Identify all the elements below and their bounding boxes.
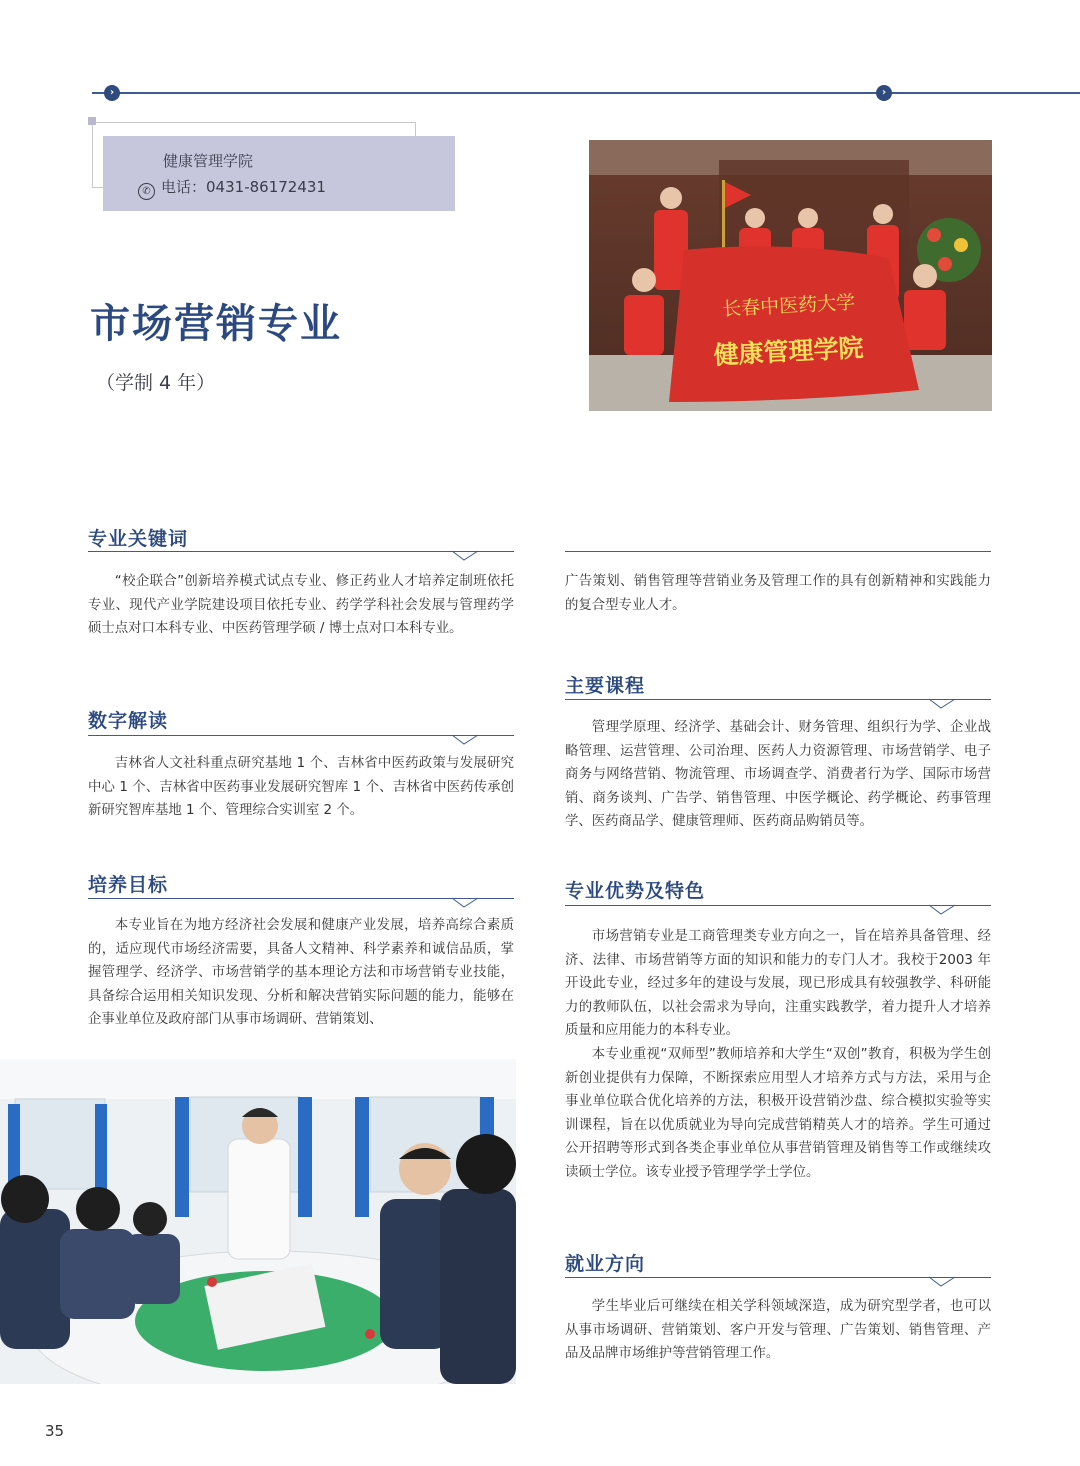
banner-line2: 健康管理学院 <box>712 333 865 370</box>
goals-paragraph-continued: 广告策划、销售管理等营销业务及管理工作的具有创新精神和实践能力的复合型专业人才。 <box>565 574 991 613</box>
page-title: 市场营销专业 <box>90 301 342 347</box>
classroom-photo <box>0 1059 516 1384</box>
goals-paragraph: 本专业旨在为地方经济社会发展和健康产业发展，培养高综合素质的，适应现代市场经济需要，具备人文精神、科学素养和诚信品质，掌握管理学、经济学、市场营销学的基本理论方法和市场营销专业技能，具备综合运用相关知识发现、分析和解决营销实际问题的能力，能够在企事业单位及政府部门从事市场调研、营销策划、 <box>88 918 514 1028</box>
courses-paragraph: 管理学原理、经济学、基础会计、财务管理、组织行为学、企业战略管理、运营管理、公司治理、医药人力资源管理、市场营销学、电子商务与网络营销、物流管理、市场调查学、消费者行为学、国际市场营销、商务谈判、广告学、销售管理、中医学概论、药学概论、药事管理学、医药商品学、健康管理师、医药商品购销员等。 <box>565 720 991 830</box>
phone-icon: ✆ <box>138 183 155 200</box>
divider-notch <box>927 904 957 916</box>
advantages-text <box>565 925 991 1185</box>
divider-notch <box>450 734 480 746</box>
numbers-paragraph: 吉林省人文社科重点研究基地 1 个、吉林省中医药政策与发展研究中心 1 个、吉林省中医药事业发展研究智库 1 个、吉林省中医药传承创新研究智库基地 1 个、管理综合实训室 2 个。 <box>88 756 514 819</box>
advantages-paragraph-1: 市场营销专业是工商管理类专业方向之一，旨在培养具备管理、经济、法律、市场营销等方面的知识和能力的专门人才。我校于2003 年开设此专业，经过多年的建设与发展，现已形成具有较强教学、科研能力的教师队伍，以社会需求为导向，注重实践教学，着力提升人才培养质量和应用能力的本科专业。 <box>565 929 991 1039</box>
divider-notch <box>450 550 480 562</box>
goals-text <box>88 914 514 1032</box>
courses-text <box>565 716 991 834</box>
section-title-advantages: 专业优势及特色 <box>565 880 706 902</box>
section-title-keywords: 专业关键词 <box>88 528 189 550</box>
divider-notch <box>927 698 957 710</box>
info-box-corner <box>88 117 96 125</box>
section-title-courses: 主要课程 <box>565 675 646 697</box>
phone-number: 0431-86172431 <box>206 178 326 196</box>
top-divider <box>92 92 1080 94</box>
section-divider <box>565 551 991 552</box>
goals-text-continued <box>565 570 991 617</box>
employment-text <box>565 1295 991 1366</box>
keywords-text <box>88 570 514 641</box>
keywords-paragraph: “校企联合”创新培养模式试点专业、修正药业人才培养定制班依托专业、现代产业学院建设项目依托专业、药学学科社会发展与管理药学硕士点对口本科专业、中医药管理学硕 / 博士点对口本科专业。 <box>88 574 514 637</box>
study-duration: （学制 4 年） <box>96 372 216 394</box>
advantages-paragraph-2: 本专业重视“双师型”教师培养和大学生“双创”教育，积极为学生创新创业提供有力保障，不断探索应用型人才培养方式与方法，采用与企事业单位联合优化培养的方法，积极开设营销沙盘、综合模拟实验等实训课程，旨在以优质就业为导向完成营销精英人才的培养。学生可通过公开招聘等形式到各类企事业单位从事营销管理及销售等工作或继续攻读硕士学位。该专业授予管理学学士学位。 <box>565 1046 991 1180</box>
college-phone <box>138 176 326 200</box>
numbers-text <box>88 752 514 823</box>
employment-paragraph: 学生毕业后可继续在相关学科领域深造，成为研究型学者，也可以从事市场调研、营销策划、客户开发与管理、广告策划、销售管理、产品及品牌市场维护等营销管理工作。 <box>565 1299 991 1362</box>
college-name: 健康管理学院 <box>163 152 254 170</box>
divider-notch <box>927 1276 957 1288</box>
chevron-right-icon: › <box>104 85 120 101</box>
divider-notch <box>450 897 480 909</box>
section-title-numbers: 数字解读 <box>88 710 169 732</box>
section-title-goals: 培养目标 <box>88 874 169 896</box>
section-title-employment: 就业方向 <box>565 1253 646 1275</box>
banner-line1: 长春中医药大学 <box>721 291 856 321</box>
phone-label: 电话： <box>161 178 207 196</box>
group-photo <box>589 140 992 411</box>
chevron-right-icon: › <box>876 85 892 101</box>
page-number: 35 <box>45 1422 65 1440</box>
